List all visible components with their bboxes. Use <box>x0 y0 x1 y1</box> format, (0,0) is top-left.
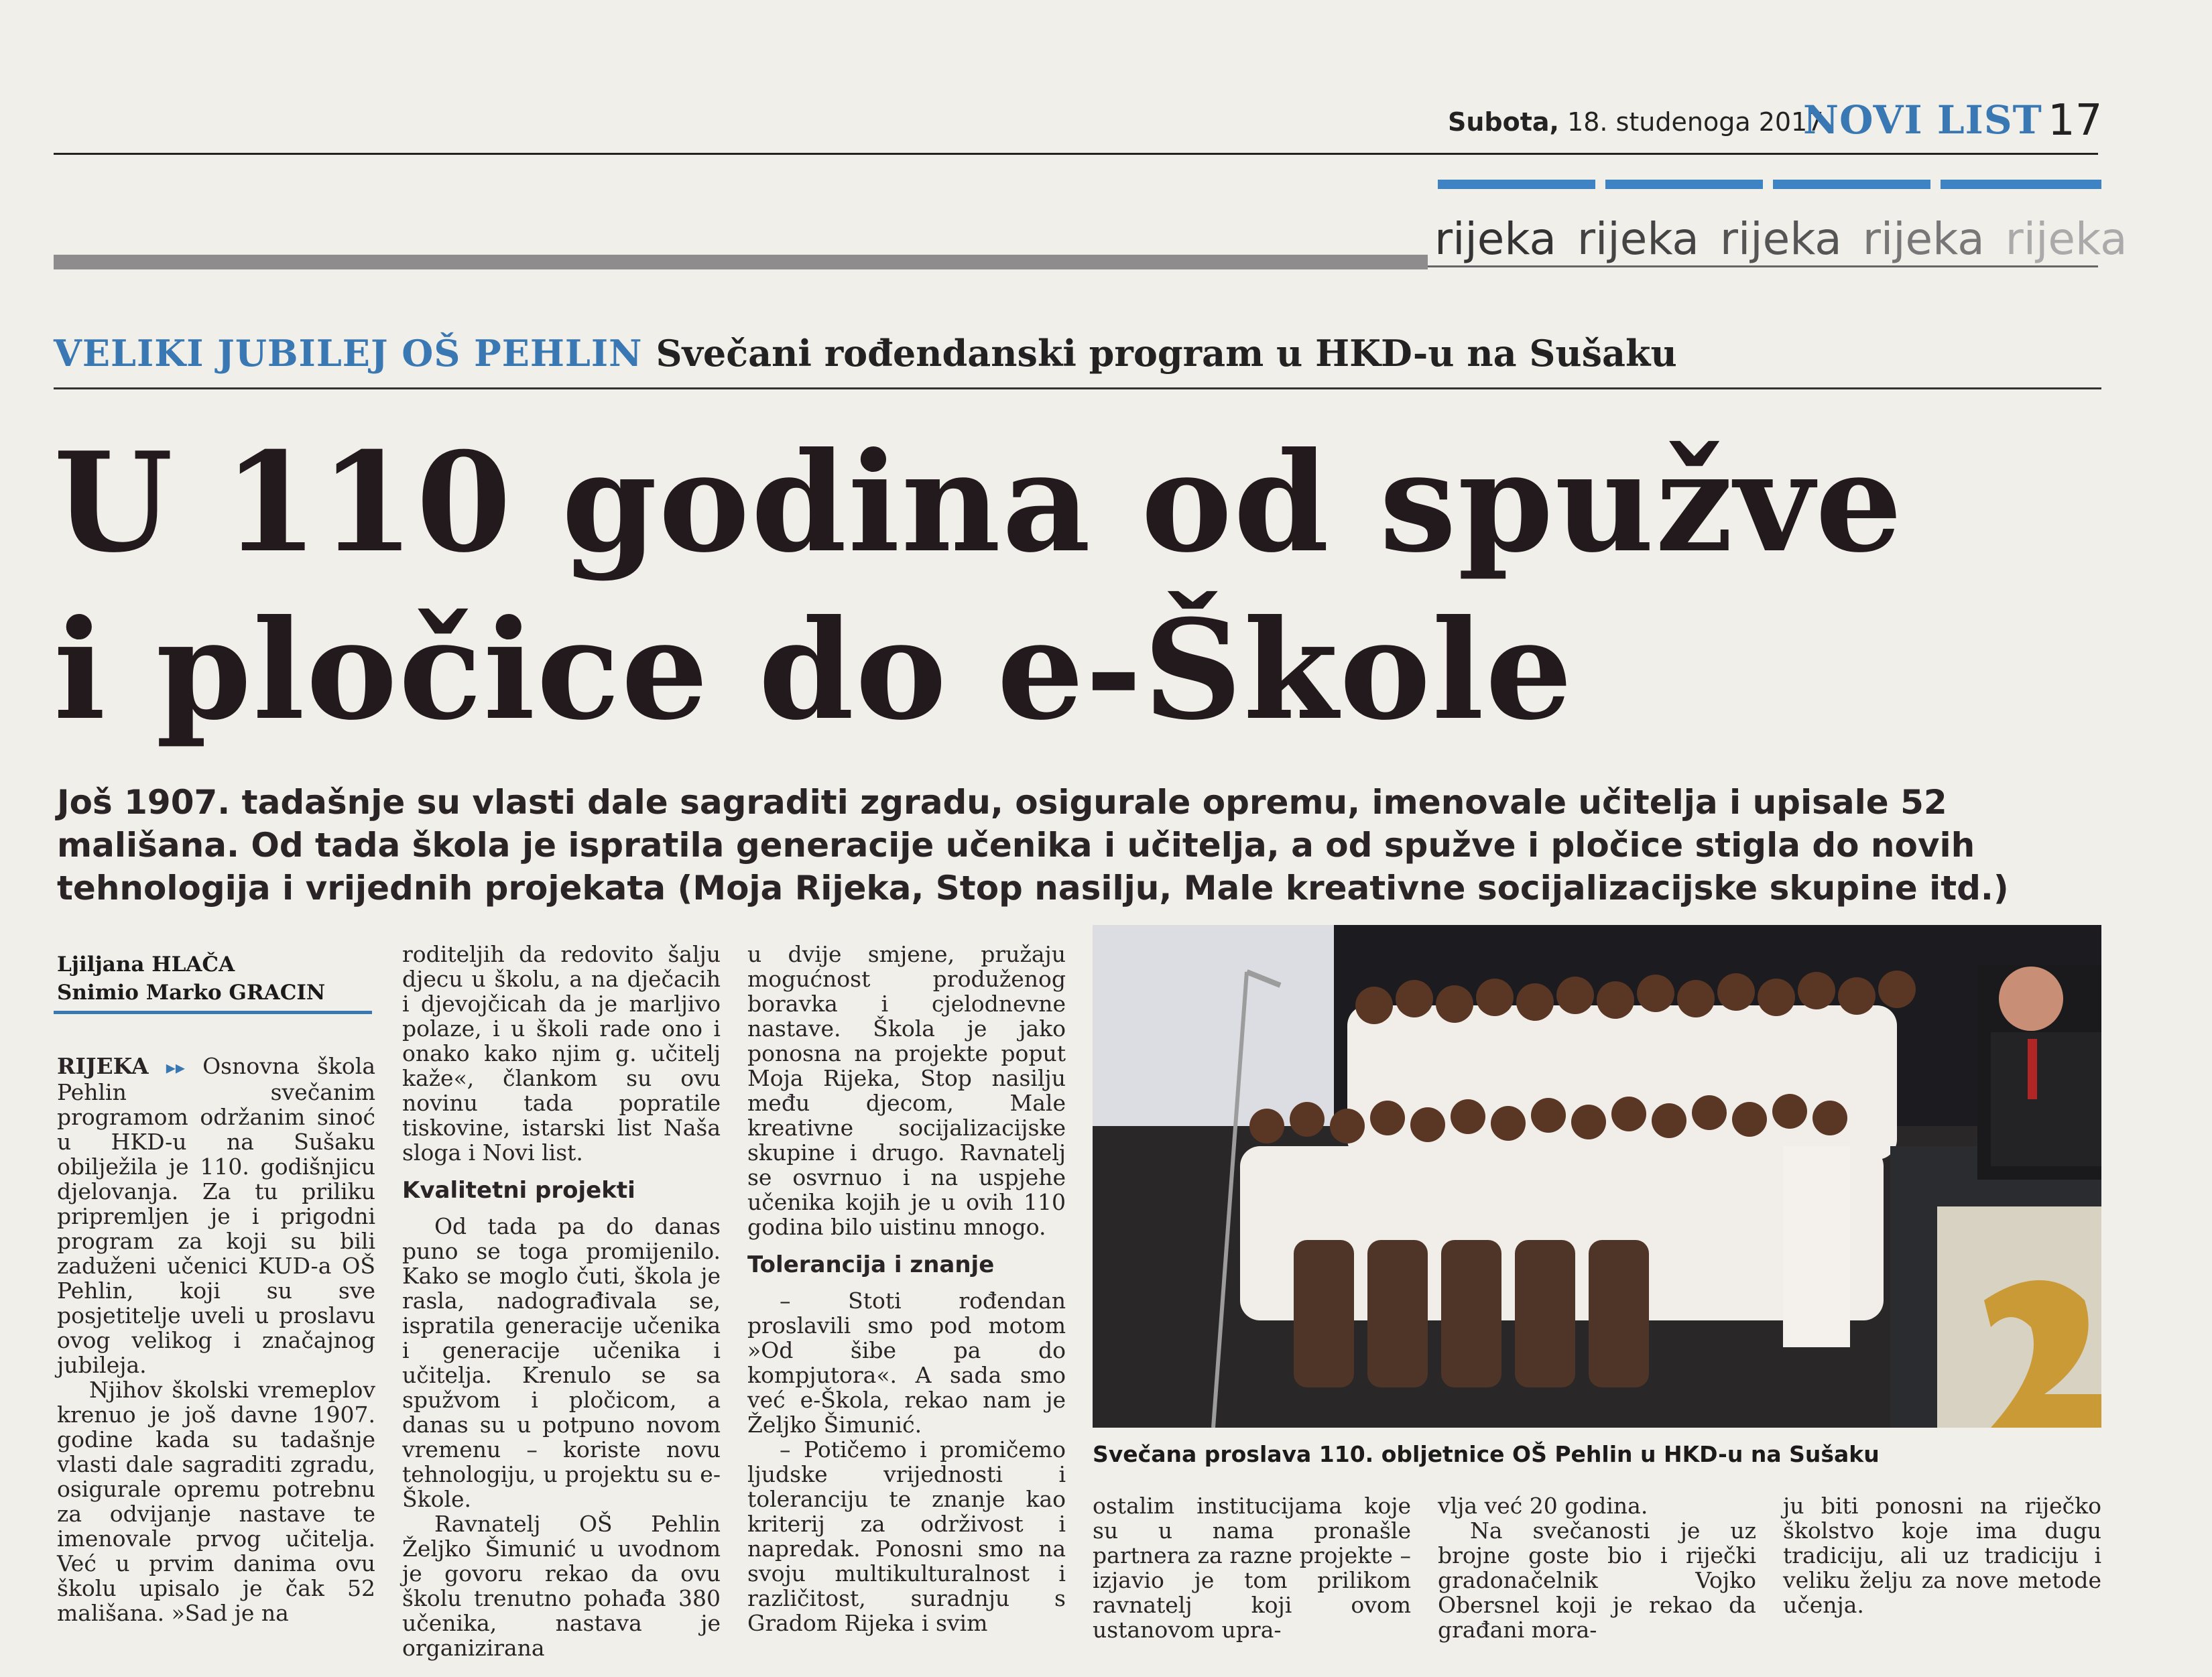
paragraph: Njihov školski vremeplov krenuo je još davne 1907. godine kada su tadašnje vlasti dale sagraditi zgradu, osigurale opremu potrebnu za odvijanje nastave te imenovale prvog učitelja. Već u prvim danima ovu školu upisalo je čak 52 mališana. »Sad je na <box>57 1377 375 1626</box>
decorative-stripe <box>1941 180 2101 189</box>
article-column-1 <box>57 1054 375 1625</box>
paragraph: ostalim institucijama koje su u nama pronašle partnera za razne projekte – izjavio je tom prilikom ravnatelj koji ovom ustanovom upra- <box>1093 1493 1411 1643</box>
headline-line-2: i pločice do e-Škole <box>54 590 1574 751</box>
kicker-topic: VELIKI JUBILEJ OŠ PEHLIN <box>54 332 643 375</box>
dateline-arrow-icon: ▸▸ <box>166 1056 185 1078</box>
section-word: rijeka <box>1862 213 1985 265</box>
section-label <box>1434 213 2134 265</box>
byline <box>57 950 372 1007</box>
headline <box>54 419 2118 754</box>
decorative-stripe <box>1773 180 1930 189</box>
paragraph: vlja već 20 godina. <box>1438 1493 1648 1519</box>
article-column-5 <box>1438 1493 1756 1642</box>
paragraph: roditeljih da redovito šalju djecu u školu, a na dječacih i djevojčicah da je marljivo polaze, i u školi rade ono i onako kako njim g. učitelj kaže«, člankom su ovu novinu tada popratile tiskovine, istarski list Naša sloga i Novi list. <box>402 941 721 1166</box>
article-kicker <box>54 332 1677 375</box>
paragraph: Od tada pa do danas puno se toga promijenilo. Kako se moglo čuti, škola je rasla, nadograđivala se, ispratila generacije učenika i generacije učenika i učitelja. Krenulo se sa spužvom i pločicom, a danas su u potpuno novom vremenu – koriste novu tehnologiju, u projektu su e-Škole. <box>402 1213 721 1512</box>
paragraph: Ravnatelj OŠ Pehlin Željko Šimunić u uvodnom je govoru rekao da ovu školu trenutno pohađa 380 učenika, nastava je organizirana <box>402 1511 721 1661</box>
decorative-stripe <box>1438 180 1595 189</box>
byline-author: Ljiljana HLAČA <box>57 952 235 977</box>
lead-paragraph: Još 1907. tadašnje su vlasti dale sagraditi zgradu, osigurale opremu, imenovale učitelja i upisale 52 mališana. Od tada škola je ispratila generacije učenika i učitelja, a od spužve i pločice stigla do novih tehnologija i vrijednih projekata (Moja Rijeka, Stop nasilju, Male kreativne socijalizacijske skupine itd.) <box>57 783 2009 908</box>
event-photo <box>1093 925 2101 1428</box>
subheading: Kvalitetni projekti <box>402 1177 635 1204</box>
kicker-rule <box>54 387 2101 389</box>
decorative-stripe <box>1605 180 1763 189</box>
paragraph: – Potičemo i promičemo ljudske vrijednosti i toleranciju te znanje kao kriterij za održivost i napredak. Ponosni smo na svoju multikulturalnost i različitost, suradnju s Gradom Rijeka i svim <box>747 1436 1066 1636</box>
paragraph <box>57 1054 375 1377</box>
paragraph-text: Osnovna škola Pehlin svečanim programom održanim sinoć u HKD-u na Sušaku obilježila je 110. godišnjicu djelovanja. Za tu priliku pripremljen je i prigodni program za koji su bili zaduženi učenici KUD-a OŠ Pehlin, koji su sve posjetitelje uveli u proslavu ovog velikog i značajnog jubileja. <box>57 1053 375 1378</box>
article-column-3 <box>747 942 1066 1635</box>
article-column-4 <box>1093 1493 1411 1642</box>
article-column-2 <box>402 942 721 1660</box>
headline-line-1: U 110 godina od spužve <box>54 422 1904 583</box>
paragraph: u dvije smjene, pružaju mogućnost produženog boravka i cjelodnevne nastave. Škola je jako ponosna na projekte poput Moja Rijeka, Stop nasilju među djecom, Male kreativne socijalizacijske skupine i drugo. Ravnatelj se osvrnuo i na uspjehe učenika kojih je u ovih 110 godina bilo uistinu mnogo. <box>747 941 1066 1240</box>
issue-date-text: 18. studenoga 2017. <box>1567 107 1832 137</box>
photo-caption: Svečana proslava 110. obljetnice OŠ Pehlin u HKD-u na Sušaku <box>1093 1441 1880 1467</box>
section-bar <box>54 255 1428 269</box>
subheading: Tolerancija i znanje <box>747 1251 995 1278</box>
choir-photo-illustration <box>1093 925 2101 1428</box>
issue-day: Subota, <box>1448 107 1559 137</box>
section-baseline <box>1428 265 2098 267</box>
paragraph: – Stoti rođendan proslavili smo pod motom »Od šibe pa do kompjutora«. A sada smo već e-Škola, rekao nam je Željko Šimunić. <box>747 1288 1066 1438</box>
newspaper-logo: NOVI LIST <box>1803 97 2042 143</box>
section-word: rijeka <box>1434 213 1556 265</box>
byline-rule <box>54 1011 372 1014</box>
paragraph: Na svečanosti je uz brojne goste bio i riječki gradonačelnik Vojko Obersnel koji je rekao da građani mora- <box>1438 1517 1756 1643</box>
byline-photographer: Snimio Marko GRACIN <box>57 981 326 1005</box>
issue-date <box>1448 107 1831 137</box>
masthead-rule <box>54 153 2098 155</box>
section-word: rijeka <box>1719 213 1842 265</box>
paragraph: ju biti ponosni na riječko školstvo koje ima dugu tradiciju, ali uz tradiciju i veliku želju za nove metode učenja. <box>1783 1493 2101 1618</box>
article-column-6 <box>1783 1493 2101 1617</box>
page-number: 17 <box>2048 96 2103 145</box>
section-word: rijeka <box>1577 213 1699 265</box>
kicker-subtitle: Svečani rođendanski program u HKD-u na Sušaku <box>656 332 1677 375</box>
section-word: rijeka <box>2005 213 2128 265</box>
dateline: RIJEKA <box>57 1053 149 1079</box>
